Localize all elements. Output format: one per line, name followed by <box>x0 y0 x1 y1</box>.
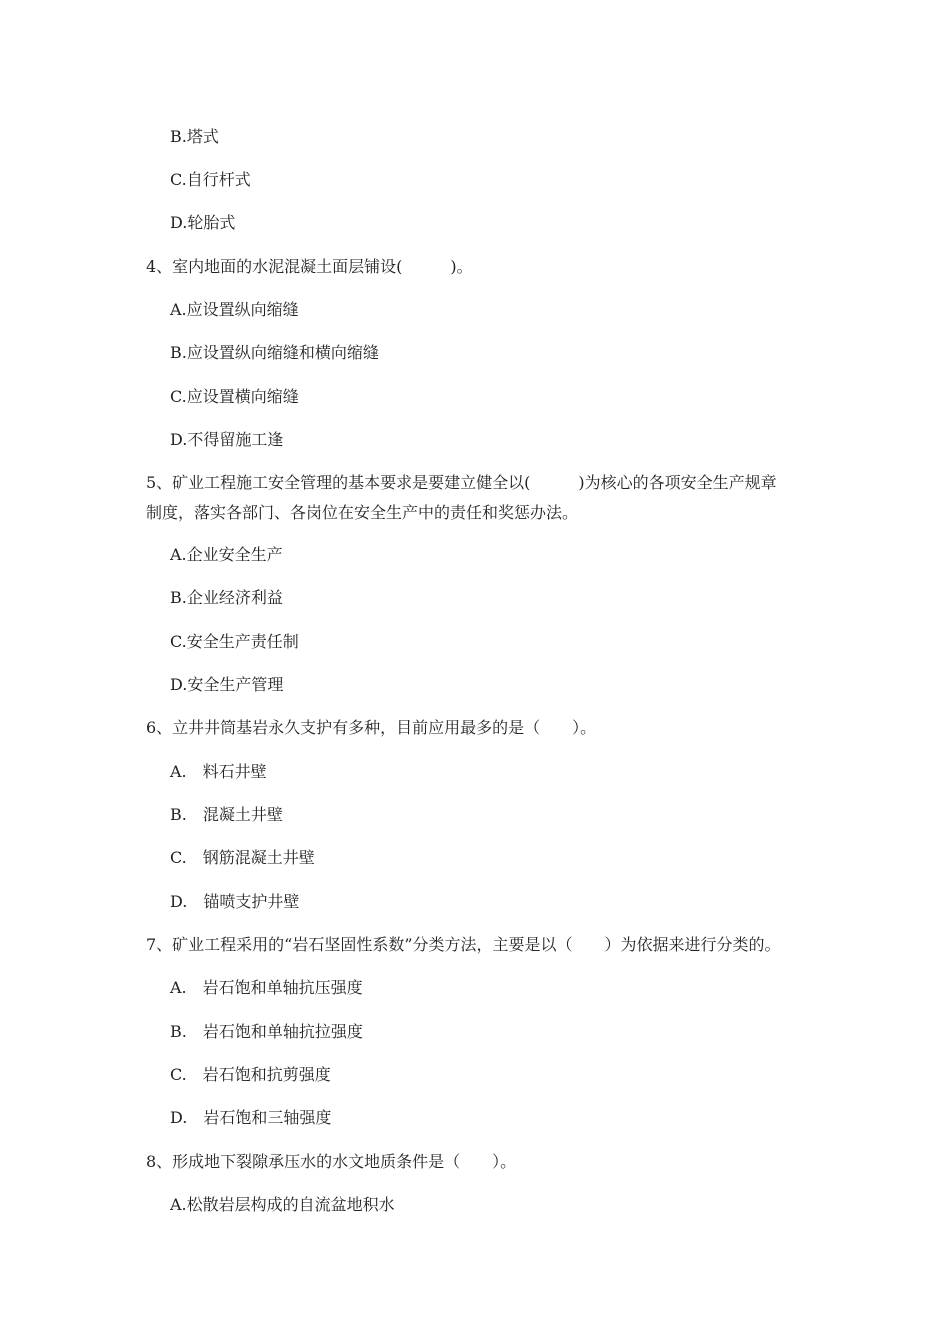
question-7: 7、矿业工程采用的“岩石坚固性系数”分类方法，主要是以（ ）为依据来进行分类的。 <box>146 935 781 954</box>
option-6d: D. 锚喷支护井壁 <box>170 892 300 911</box>
question-5: 5、矿业工程施工安全管理的基本要求是要建立健全以( )为核心的各项安全生产规章 <box>146 473 777 492</box>
option-7d: D. 岩石饱和三轴强度 <box>170 1108 332 1127</box>
option-6c: C. 钢筋混凝土井壁 <box>170 848 315 867</box>
question-6: 6、立井井筒基岩永久支护有多种，目前应用最多的是（ ）。 <box>146 718 597 737</box>
option-7c: C. 岩石饱和抗剪强度 <box>170 1065 331 1084</box>
option-5a: A.企业安全生产 <box>170 545 283 564</box>
option-5c: C.安全生产责任制 <box>170 632 299 651</box>
option-3c: C.自行杆式 <box>170 170 251 189</box>
option-7a: A. 岩石饱和单轴抗压强度 <box>170 978 363 997</box>
option-6a: A. 料石井壁 <box>170 762 267 781</box>
option-3d: D.轮胎式 <box>170 213 236 232</box>
question-5-continued: 制度，落实各部门、各岗位在安全生产中的责任和奖惩办法。 <box>146 503 579 522</box>
question-8: 8、形成地下裂隙承压水的水文地质条件是（ ）。 <box>146 1152 517 1171</box>
option-3b: B.塔式 <box>170 127 219 146</box>
option-5d: D.安全生产管理 <box>170 675 284 694</box>
question-4: 4、室内地面的水泥混凝土面层铺设( )。 <box>146 257 473 276</box>
option-7b: B. 岩石饱和单轴抗拉强度 <box>170 1022 363 1041</box>
option-4d: D.不得留施工逢 <box>170 430 284 449</box>
option-4c: C.应设置横向缩缝 <box>170 387 299 406</box>
option-4b: B.应设置纵向缩缝和横向缩缝 <box>170 343 379 362</box>
option-4a: A.应设置纵向缩缝 <box>170 300 299 319</box>
option-6b: B. 混凝土井壁 <box>170 805 283 824</box>
option-5b: B.企业经济利益 <box>170 588 283 607</box>
option-8a: A.松散岩层构成的自流盆地积水 <box>170 1195 395 1214</box>
